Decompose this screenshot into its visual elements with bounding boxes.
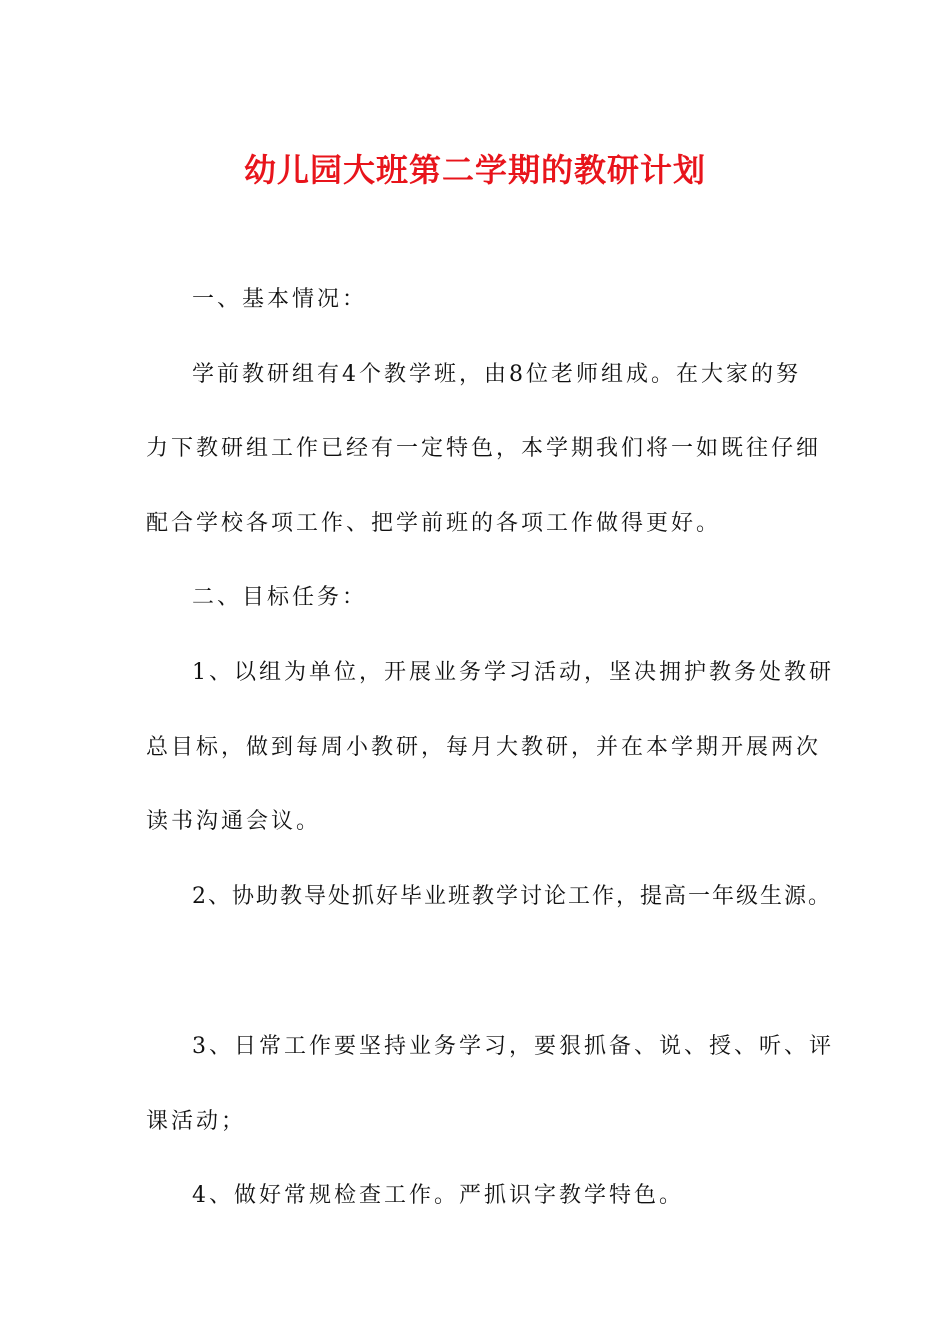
section-heading-goals: 二、目标任务： xyxy=(192,585,368,610)
paragraph-line: 读书沟通会议。 xyxy=(146,809,322,834)
paragraph-line: 1、以组为单位，开展业务学习活动，坚决拥护教务处教研 xyxy=(192,660,834,685)
paragraph-line: 2、协助教导处抓好毕业班教学讨论工作，提高一年级生源。 xyxy=(192,884,832,909)
paragraph-line: 配合学校各项工作、把学前班的各项工作做得更好。 xyxy=(146,511,722,536)
paragraph-line: 4、做好常规检查工作。严抓识字教学特色。 xyxy=(192,1183,684,1208)
paragraph-line: 3、日常工作要坚持业务学习，要狠抓备、说、授、听、评 xyxy=(192,1034,834,1059)
paragraph-line: 学前教研组有4个教学班，由8位老师组成。在大家的努 xyxy=(192,362,801,387)
paragraph-line: 课活动； xyxy=(146,1109,247,1134)
section-heading-basic: 一、基本情况： xyxy=(192,287,368,312)
document-title: 幼儿园大班第二学期的教研计划 xyxy=(243,151,706,189)
paragraph-line: 总目标，做到每周小教研，每月大教研，并在本学期开展两次 xyxy=(146,735,822,760)
paragraph-line: 力下教研组工作已经有一定特色，本学期我们将一如既往仔细 xyxy=(146,436,822,461)
